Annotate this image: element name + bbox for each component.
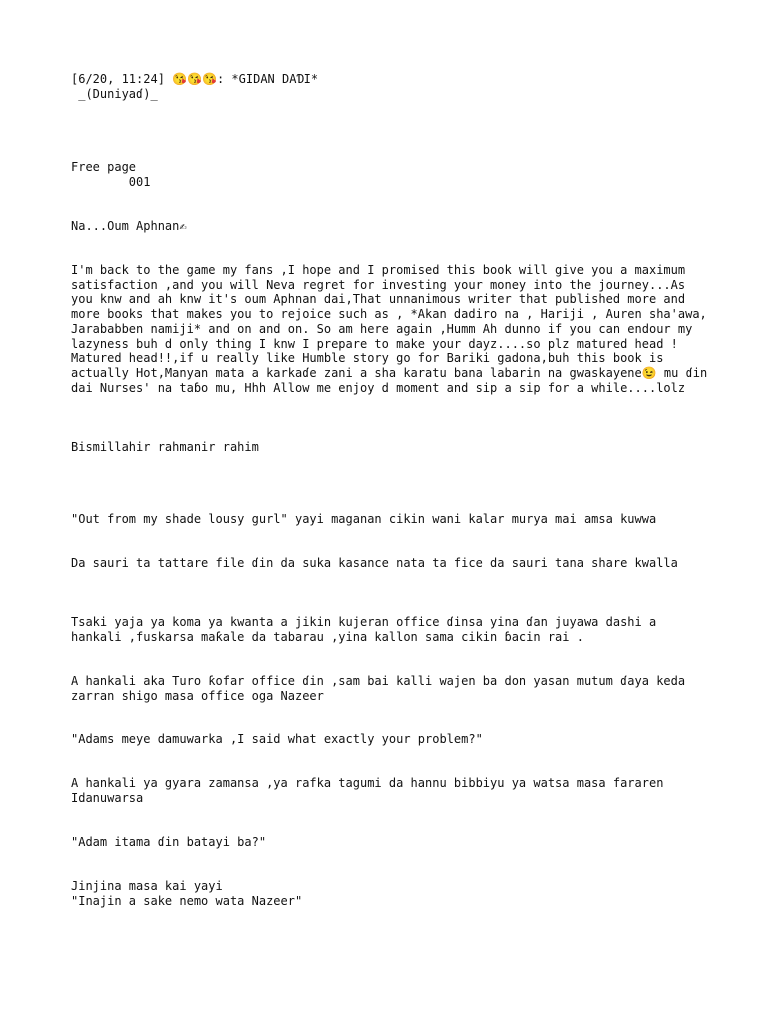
story-paragraph-8-line-1: Jinjina masa kai yayi bbox=[71, 879, 223, 893]
intro-paragraph: I'm back to the game my fans ,I hope and I promised this book will give you a maximum satisfaction ,and you will Neva regret for investing your money into the journey...As you knw and ah knw it's oum Aphnan dai,That unnanimous writer that published more and more books that makes you to rejoice such as , *Akan dadiro na , Hariji , Auren sha'awa, Jarababben namiji* and on and on. So am here again ,Humm Ah dunno if you can endour my lazyness buh d only thing I knw I prepare to make your dayz....so plz matured head ! Matured head!!,if u really like Humble story go for Bariki gadona,buh this book is actually Hot,Manyan mata a karkaɗe zani a sha karatu bana labarin na gwaskayene😉 mu ɗin dai Nurses' na taɓo mu, Hhh Allow me enjoy d moment and sip a sip for a while....lolz bbox=[71, 263, 715, 395]
bismillah-line: Bismillahir rahmanir rahim bbox=[71, 440, 259, 454]
story-paragraph-8-line-2: "Inajin a sake nemo wata Nazeer" bbox=[71, 894, 303, 908]
story-paragraph-7: "Adam itama ɗin batayi ba?" bbox=[71, 835, 267, 849]
story-paragraph-5: "Adams meye damuwarka ,I said what exactly your problem?" bbox=[71, 732, 483, 746]
story-paragraph-1: "Out from my shade lousy gurl" yayi maganan cikin wani kalar murya mai amsa kuwwa bbox=[71, 512, 657, 526]
page-number: 001 bbox=[71, 175, 151, 189]
chat-subheader-line: _(Duniyaɗ)_ bbox=[71, 87, 158, 101]
story-paragraph-4: A hankali aka Turo ƙofar office ɗin ,sam bai kalli wajen ba don yasan mutum ɗaya keda zarran shigo masa office oga Nazeer bbox=[71, 674, 693, 703]
free-page-label: Free page bbox=[71, 160, 137, 174]
author-signature: Na...Oum Aphnan✍ bbox=[71, 219, 187, 233]
story-paragraph-3: Tsaki yaja ya koma ya kwanta a jikin kujeran office ɗinsa yina ɗan juyawa dashi a hankali ,fuskarsa maƙale da tabarau ,yina kallon sama cikin ɓacin rai . bbox=[71, 615, 664, 644]
story-paragraph-2: Da sauri ta tattare file ɗin da suka kasance nata ta fice da sauri tana share kwalla bbox=[71, 556, 678, 570]
story-paragraph-6: A hankali ya gyara zamansa ,ya rafka tagumi da hannu bibbiyu ya watsa masa fararen Idanuwarsa bbox=[71, 776, 671, 805]
chat-header-line: [6/20, 11:24] 😘😘😘: *GIDAN DAƊI* bbox=[71, 72, 319, 86]
